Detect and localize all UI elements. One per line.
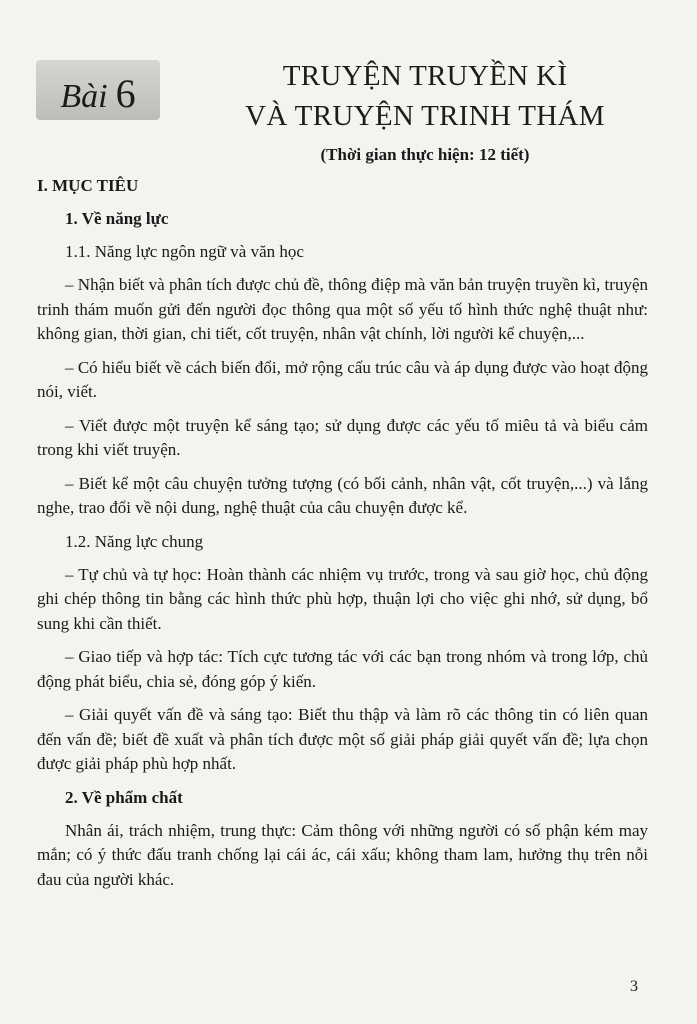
lesson-badge-number: 6 xyxy=(115,71,136,116)
paragraph: – Có hiểu biết về cách biến đổi, mở rộng cấu trúc câu và áp dụng được vào hoạt động nói, viết. xyxy=(37,357,648,401)
subheading-language-literature: 1.1. Năng lực ngôn ngữ và văn học xyxy=(65,242,304,261)
lesson-badge xyxy=(36,60,160,120)
paragraph: – Giao tiếp và hợp tác: Tích cực tương tác với các bạn trong nhóm và trong lớp, chủ động phát biểu, chia sẻ, đóng góp ý kiến. xyxy=(37,647,648,691)
paragraph: Nhân ái, trách nhiệm, trung thực: Cảm thông với những người có số phận kém may mắn; có ý thức đấu tranh chống lại cái ác, cái xấu; không tham lam, hưởng thụ trên nỗi đau của người khác. xyxy=(37,820,648,889)
paragraph: – Viết được một truyện kể sáng tạo; sử dụng được các yếu tố miêu tả và biểu cảm trong khi viết truyện. xyxy=(37,415,648,459)
section-heading-objectives: I. MỤC TIÊU xyxy=(37,176,139,195)
paragraph: – Tự chủ và tự học: Hoàn thành các nhiệm vụ trước, trong và sau giờ học, chủ động ghi chép thông tin bằng các hình thức phù hợp, thuận lợi cho việc ghi nhớ, sử dụng, bổ sung khi cần thiết. xyxy=(37,564,648,633)
paragraph: – Biết kể một câu chuyện tưởng tượng (có bối cảnh, nhân vật, cốt truyện,...) và lắng nghe, trao đổi về nội dung, nghệ thuật của câu chuyện được kể. xyxy=(37,473,648,517)
subheading-qualities: 2. Về phẩm chất xyxy=(65,787,183,807)
lesson-duration: (Thời gian thực hiện: 12 tiết) xyxy=(320,145,530,164)
lesson-badge-word: Bài xyxy=(60,78,108,115)
subheading-general-competence: 1.2. Năng lực chung xyxy=(65,531,204,551)
page-number: 3 xyxy=(630,978,638,995)
subheading-competence: 1. Về năng lực xyxy=(65,209,169,228)
lesson-title-line2: VÀ TRUYỆN TRINH THÁM xyxy=(245,100,605,132)
paragraph: – Nhận biết và phân tích được chủ đề, thông điệp mà văn bản truyện truyền kì, truyện trinh thám muốn gửi đến người đọc thông qua một số yếu tố hình thức nghệ thuật như: không gian, thời gian, chi tiết, cốt truyện, nhân vật chính, lời người kể chuyện,... xyxy=(37,275,648,343)
paragraph: – Giải quyết vấn đề và sáng tạo: Biết thu thập và làm rõ các thông tin có liên quan đến vấn đề; biết đề xuất và phân tích được một số giải pháp giải quyết vấn đề; lựa chọn được giải pháp phù hợp nhất. xyxy=(37,705,648,773)
lesson-title-line1: TRUYỆN TRUYỀN KÌ xyxy=(282,60,568,92)
lesson-content xyxy=(37,174,648,892)
